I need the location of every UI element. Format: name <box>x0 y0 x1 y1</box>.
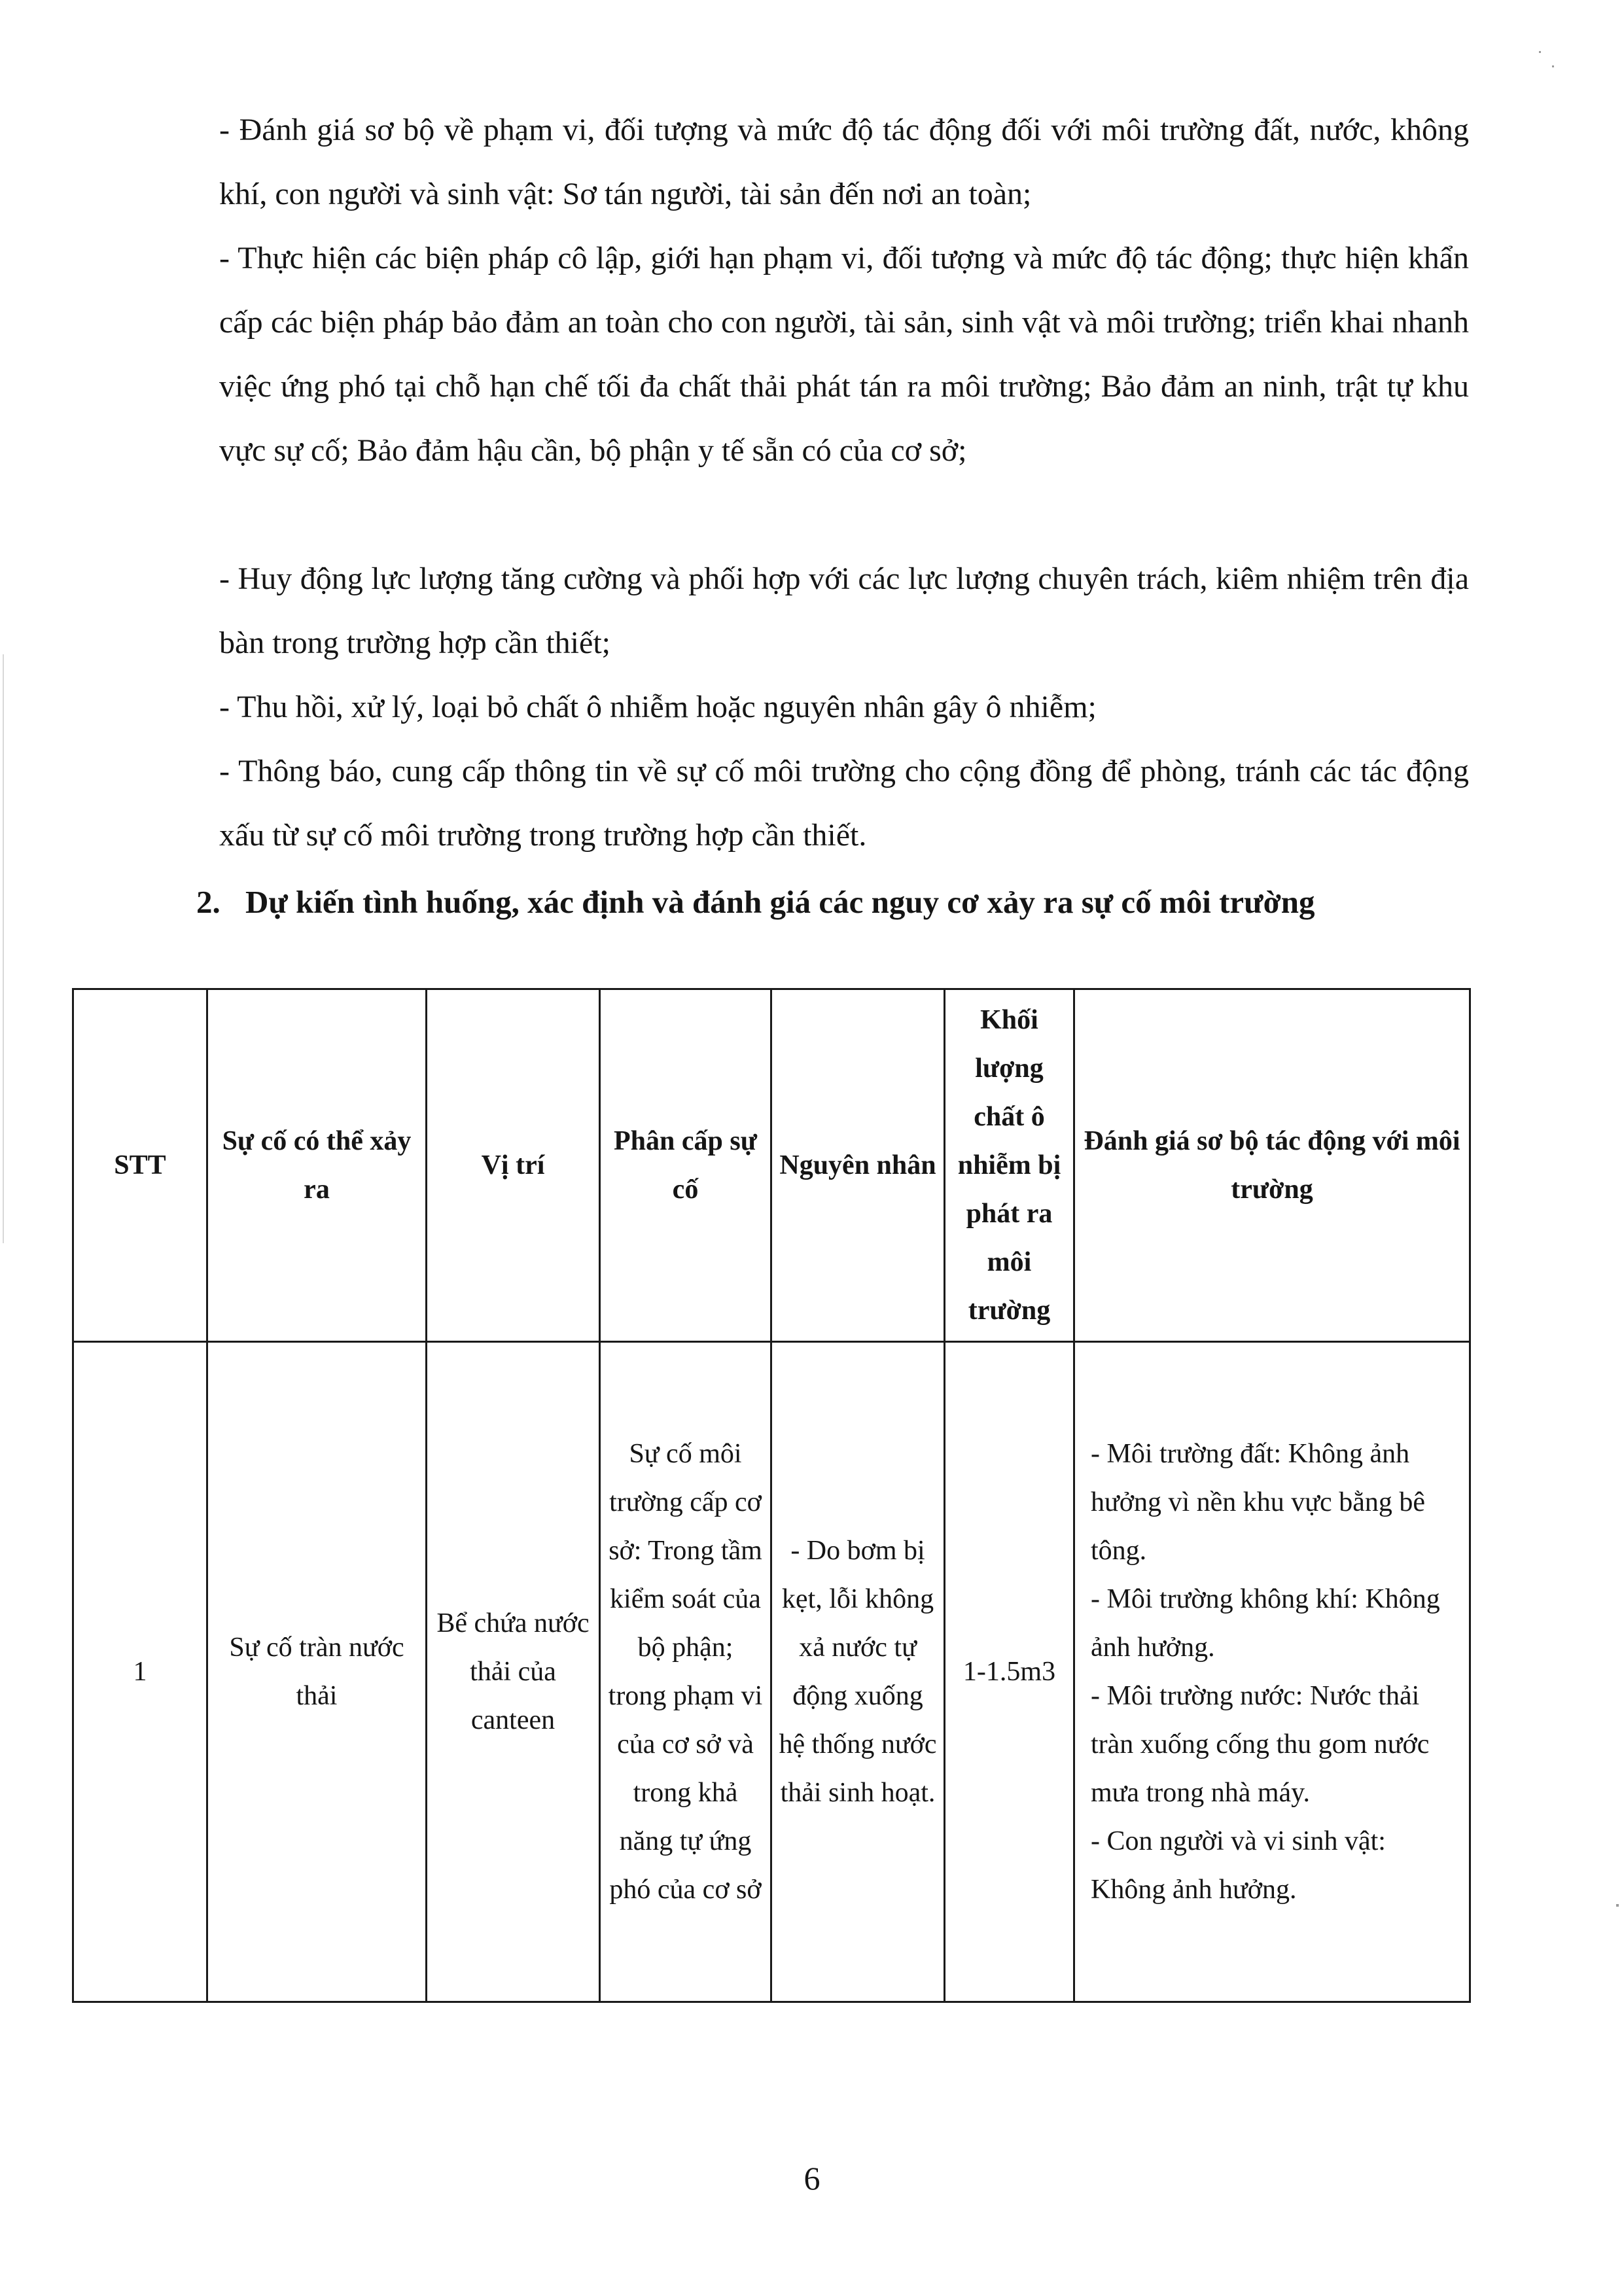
assessment-air: - Môi trường không khí: Không ảnh hưởng. <box>1091 1584 1440 1663</box>
scan-speck <box>1552 65 1554 67</box>
assessment-soil: - Môi trường đất: Không ảnh hưởng vì nền khu vực bằng bê tông. <box>1091 1439 1425 1566</box>
page-number: 6 <box>803 2160 821 2197</box>
section-number: 2. <box>196 884 221 920</box>
header-stt: STT <box>73 989 207 1342</box>
cell-stt: 1 <box>73 1342 207 2002</box>
table-row <box>73 1342 1470 2002</box>
section-title: Dự kiến tình huống, xác định và đánh giá các nguy cơ xảy ra sự cố môi trường <box>245 884 1315 920</box>
cell-assessment <box>1074 1342 1470 2002</box>
header-incident: Sự cố có thể xảy ra <box>207 989 427 1342</box>
scan-edge-shadow <box>3 654 4 1243</box>
cell-location: Bể chứa nước thải của canteen <box>427 1342 600 2002</box>
section-heading <box>196 883 1315 921</box>
paragraph-mobilize-forces: - Huy động lực lượng tăng cường và phối hợp với các lực lượng chuyên trách, kiêm nhiệm trên địa bàn trong trường hợp cần thiết; <box>219 561 1469 660</box>
paragraph-isolation-measures: - Thực hiện các biện pháp cô lập, giới hạn phạm vi, đối tượng và mức độ tác động; thực hiện khẩn cấp các biện pháp bảo đảm an toàn cho con người, tài sản, sinh vật và môi trường; triển khai nhanh việc ứng phó tại chỗ hạn chế tối đa chất thải phát tán ra môi trường; Bảo đảm an ninh, trật tự khu vực sự cố; Bảo đảm hậu cần, bộ phận y tế sẵn có của cơ sở; <box>219 241 1469 468</box>
assessment-water: - Môi trường nước: Nước thải tràn xuống cống thu gom nước mưa trong nhà máy. <box>1091 1681 1430 1808</box>
incident-table <box>72 988 1471 2003</box>
header-cause: Nguyên nhân <box>771 989 945 1342</box>
assessment-people-organisms: - Con người và vi sinh vật: Không ảnh hưởng. <box>1091 1826 1386 1905</box>
cell-cause: - Do bơm bị kẹt, lỗi không xả nước tự động xuống hệ thống nước thải sinh hoạt. <box>771 1342 945 2002</box>
cell-volume: 1-1.5m3 <box>945 1342 1074 2002</box>
cell-incident: Sự cố tràn nước thải <box>207 1342 427 2002</box>
scan-speck <box>1539 51 1541 53</box>
table-header-row <box>73 989 1470 1342</box>
header-volume: Khối lượng chất ô nhiễm bị phát ra môi trường <box>945 989 1074 1342</box>
header-level: Phân cấp sự cố <box>600 989 771 1342</box>
header-assessment: Đánh giá sơ bộ tác động với môi trường <box>1074 989 1470 1342</box>
paragraph-notify-community: - Thông báo, cung cấp thông tin về sự cố môi trường cho cộng đồng để phòng, tránh các tác động xấu từ sự cố môi trường trong trường hợp cần thiết. <box>219 754 1469 853</box>
scan-speck <box>1616 1904 1619 1907</box>
paragraph-recover-pollutants: - Thu hồi, xử lý, loại bỏ chất ô nhiễm hoặc nguyên nhân gây ô nhiễm; <box>219 690 1097 724</box>
cell-level: Sự cố môi trường cấp cơ sở: Trong tầm kiểm soát của bộ phận; trong phạm vi của cơ sở và trong khả năng tự ứng phó của cơ sở <box>600 1342 771 2002</box>
paragraph-preliminary-assessment: - Đánh giá sơ bộ về phạm vi, đối tượng và mức độ tác động đối với môi trường đất, nước, không khí, con người và sinh vật: Sơ tán người, tài sản đến nơi an toàn; <box>219 113 1469 211</box>
header-location: Vị trí <box>427 989 600 1342</box>
